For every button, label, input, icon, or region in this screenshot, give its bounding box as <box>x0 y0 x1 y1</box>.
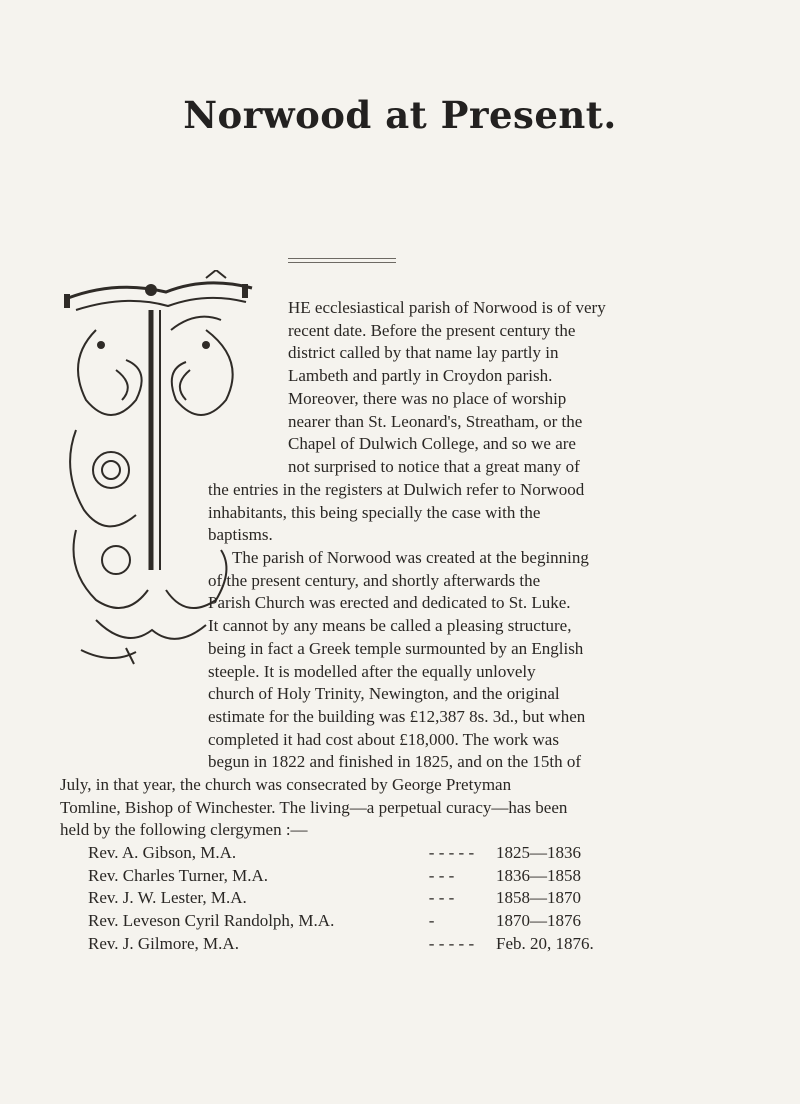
text-line: nearer than St. Leonard's, Streatham, or the <box>288 411 583 431</box>
text-line: held by the following clergymen :— <box>60 820 308 840</box>
clergy-dates: Feb. 20, 1876. <box>496 933 594 953</box>
clergy-row <box>88 842 688 865</box>
text-line: HE ecclesiastical parish of Norwood is of very <box>288 298 606 317</box>
clergy-list <box>88 842 688 955</box>
text-line: district called by that name lay partly in <box>288 343 559 363</box>
clergy-row <box>88 933 688 956</box>
clergy-dates: 1858—1870 <box>496 888 581 908</box>
leader-dots: - - - <box>428 888 455 908</box>
clergy-name: Rev. Leveson Cyril Randolph, M.A. <box>88 911 335 931</box>
leader-dots: - - - - - <box>428 843 475 862</box>
clergy-name: Rev. A. Gibson, M.A. <box>88 843 237 862</box>
text-line: begun in 1822 and finished in 1825, and on the 15th of <box>208 752 582 772</box>
clergy-name: Rev. J. W. Lester, M.A. <box>88 888 247 908</box>
clergy-dates: 1825—1836 <box>496 843 581 862</box>
leader-dots: - - - - - <box>428 933 475 953</box>
paragraph-2-wrapped <box>208 547 682 774</box>
text-line: church of Holy Trinity, Newington, and the original <box>208 684 560 704</box>
title-rule-top <box>288 258 396 259</box>
clergy-dates: 1870—1876 <box>496 911 581 931</box>
text-line: Chapel of Dulwich College, and so we are <box>288 434 576 454</box>
text-line: the entries in the registers at Dulwich refer to Norwood <box>208 480 585 499</box>
text-line: July, in that year, the church was consecrated by George Pretyman <box>60 775 512 794</box>
text-line: It cannot by any means be called a pleasing structure, <box>208 616 572 636</box>
leader-dots: - - - <box>428 865 455 885</box>
page-title: Norwood at Present. <box>183 93 617 137</box>
text-line: The parish of Norwood was created at the beginning <box>232 548 589 567</box>
paragraph-1-continued <box>208 479 682 547</box>
text-line: recent date. Before the present century the <box>288 320 576 340</box>
text-line: Tomline, Bishop of Winchester. The living—a perpetual curacy—has been <box>60 797 568 817</box>
text-line: steeple. It is modelled after the equally unlovely <box>208 661 536 681</box>
title-rule-bottom <box>288 262 396 263</box>
text-line: Moreover, there was no place of worship <box>288 388 567 408</box>
paragraph-1-wrapped <box>288 297 682 479</box>
clergy-row <box>88 910 688 933</box>
clergy-name: Rev. J. Gilmore, M.A. <box>88 933 239 953</box>
text-line: being in fact a Greek temple surmounted by an English <box>208 638 584 658</box>
clergy-row <box>88 865 688 888</box>
text-line: Parish Church was erected and dedicated to St. Luke. <box>208 593 571 613</box>
clergy-dates: 1836—1858 <box>496 865 581 885</box>
text-line: baptisms. <box>208 525 273 545</box>
text-line: Lambeth and partly in Croydon parish. <box>288 366 553 386</box>
text-line: estimate for the building was £12,387 8s. 3d., but when <box>208 706 586 726</box>
text-line: not surprised to notice that a great many of <box>288 456 580 476</box>
text-line: completed it had cost about £18,000. The work was <box>208 729 559 749</box>
clergy-name: Rev. Charles Turner, M.A. <box>88 865 269 885</box>
clergy-row <box>88 887 688 910</box>
text-line: inhabitants, this being specially the case with the <box>208 502 541 522</box>
paragraph-2-continued <box>60 774 682 842</box>
text-line: of the present century, and shortly afterwards the <box>208 570 541 590</box>
leader-dots: - <box>428 911 435 931</box>
